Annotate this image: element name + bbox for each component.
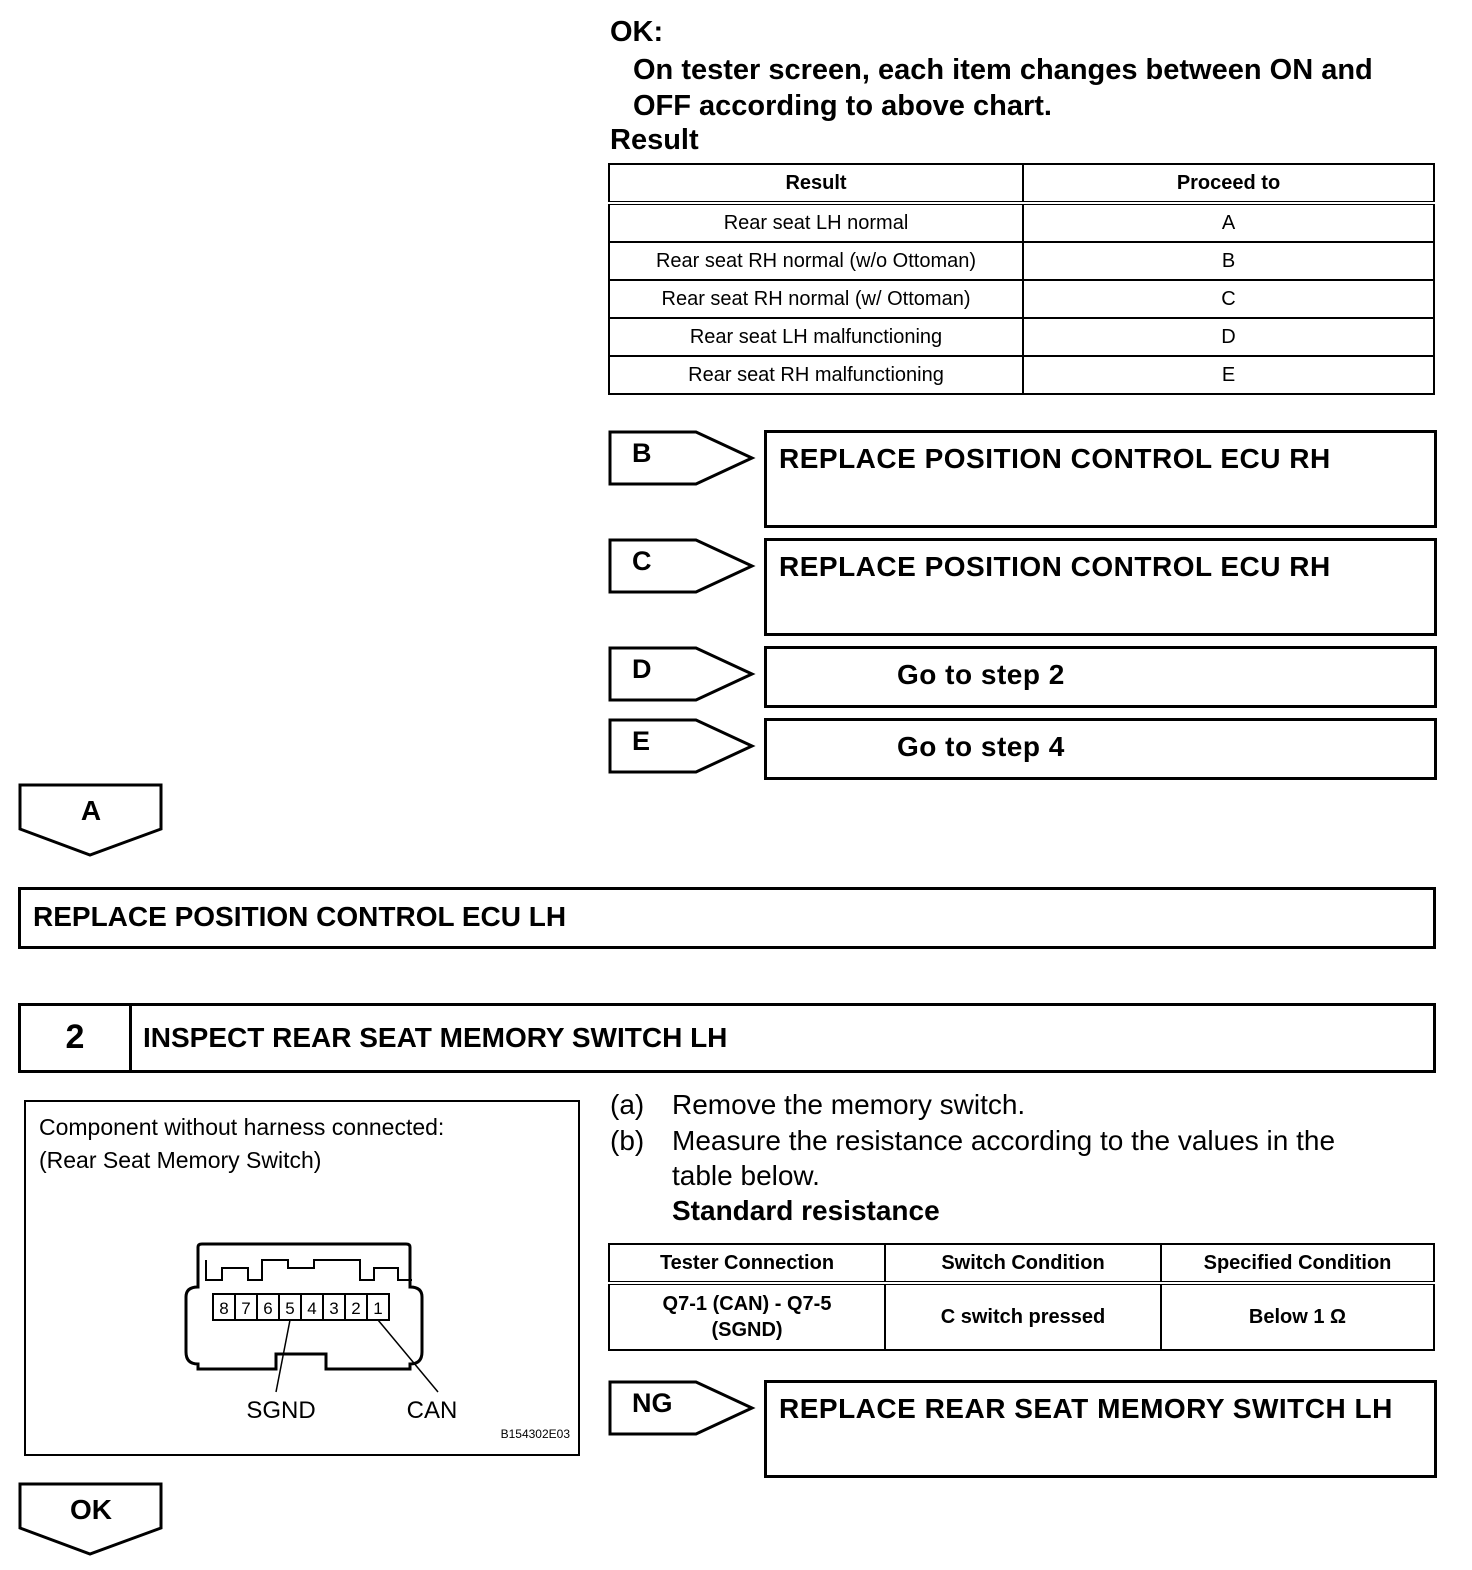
figure-caption: Component without harness connected: [39, 1114, 445, 1140]
step-title: INSPECT REAR SEAT MEMORY SWITCH LH [143, 1022, 728, 1053]
branch-tag: B [632, 438, 652, 468]
component-figure [24, 1100, 580, 1456]
table-cell [609, 1283, 885, 1350]
branch-d-action [764, 646, 1437, 708]
branch-tag: D [632, 654, 652, 684]
flow-tag: A [80, 795, 102, 826]
pin-label: 7 [241, 1299, 251, 1318]
flow-tag: OK [70, 1494, 112, 1525]
instruction-text-continued: table below. [672, 1160, 820, 1191]
action-text: REPLACE POSITION CONTROL ECU RH [779, 551, 1331, 582]
table-row [609, 1283, 1434, 1350]
right-arrow-icon [608, 430, 756, 488]
table-cell: E [1023, 356, 1434, 394]
branch-c-action [764, 538, 1437, 636]
branch-e-arrow [608, 718, 754, 774]
pin-label: 6 [263, 1299, 273, 1318]
column-header: Tester Connection [609, 1244, 885, 1283]
table-cell: Rear seat RH malfunctioning [609, 356, 1023, 394]
pin-label: 4 [307, 1299, 317, 1318]
branch-b-arrow [608, 430, 754, 486]
column-header: Result [609, 164, 1023, 203]
resistance-table-header [609, 1244, 1434, 1283]
resistance-table [608, 1243, 1435, 1351]
pin-label: 2 [351, 1299, 361, 1318]
right-arrow-icon [608, 646, 756, 704]
branch-tag: C [632, 546, 652, 576]
result-table-header [609, 164, 1434, 203]
table-row [609, 242, 1434, 280]
instruction-text: Measure the resistance according to the values in the [672, 1125, 1336, 1156]
right-arrow-icon [608, 718, 756, 776]
table-row [609, 318, 1434, 356]
ok-label: OK: [610, 16, 664, 48]
branch-tag: E [632, 726, 651, 756]
step-header [18, 1003, 1436, 1073]
pin-label: 5 [285, 1299, 295, 1318]
table-cell: D [1023, 318, 1434, 356]
pin-label: 8 [219, 1299, 229, 1318]
pin-label: 1 [373, 1299, 383, 1318]
result-heading: Result [610, 124, 699, 156]
branch-b-action [764, 430, 1437, 528]
table-cell: B [1023, 242, 1434, 280]
table-row [609, 356, 1434, 394]
table-cell: Rear seat RH normal (w/ Ottoman) [609, 280, 1023, 318]
ng-action [764, 1380, 1437, 1478]
branch-c-arrow [608, 538, 754, 594]
table-cell: A [1023, 203, 1434, 242]
column-header: Switch Condition [885, 1244, 1161, 1283]
ok-description: On tester screen, each item changes between ON and OFF according to above chart. [633, 54, 1373, 122]
step-number: 2 [21, 1006, 132, 1070]
flow-a-arrow [18, 783, 164, 857]
branch-tag: NG [632, 1388, 673, 1418]
action-text: Go to step 2 [897, 659, 1065, 690]
action-text: REPLACE POSITION CONTROL ECU RH [779, 443, 1331, 474]
table-cell: Below 1 Ω [1161, 1283, 1434, 1350]
table-cell: C switch pressed [885, 1283, 1161, 1350]
replace-ecu-lh-box [18, 887, 1436, 949]
action-text: Go to step 4 [897, 731, 1065, 762]
can-label: CAN [406, 1397, 458, 1424]
connector-diagram [26, 1102, 578, 1454]
column-header: Proceed to [1023, 164, 1434, 203]
instruction-marker: (a) [610, 1089, 645, 1120]
figure-subcaption: (Rear Seat Memory Switch) [39, 1147, 322, 1173]
table-cell: Rear seat RH normal (w/o Ottoman) [609, 242, 1023, 280]
ng-branch-arrow [608, 1380, 754, 1436]
right-arrow-icon [608, 1380, 756, 1438]
action-text: REPLACE POSITION CONTROL ECU LH [33, 901, 567, 932]
pin-label: 3 [329, 1299, 339, 1318]
action-text: REPLACE REAR SEAT MEMORY SWITCH LH [779, 1393, 1393, 1424]
connection-line1: Q7-1 (CAN) - Q7-5 [662, 1293, 832, 1315]
sgnd-label: SGND [246, 1397, 316, 1424]
result-table [608, 163, 1435, 395]
branch-e-action [764, 718, 1437, 780]
table-cell: Rear seat LH malfunctioning [609, 318, 1023, 356]
right-arrow-icon [608, 538, 756, 596]
ok-flow-arrow [18, 1482, 164, 1556]
standard-resistance-label: Standard resistance [672, 1195, 940, 1226]
table-row [609, 280, 1434, 318]
figure-code: B154302E03 [500, 1427, 570, 1441]
table-row [609, 203, 1434, 242]
connection-line2: (SGND) [711, 1319, 783, 1341]
column-header: Specified Condition [1161, 1244, 1434, 1283]
table-cell: Rear seat LH normal [609, 203, 1023, 242]
instruction-text: Remove the memory switch. [672, 1089, 1026, 1120]
table-cell: C [1023, 280, 1434, 318]
instruction-marker: (b) [610, 1125, 645, 1156]
branch-d-arrow [608, 646, 754, 702]
